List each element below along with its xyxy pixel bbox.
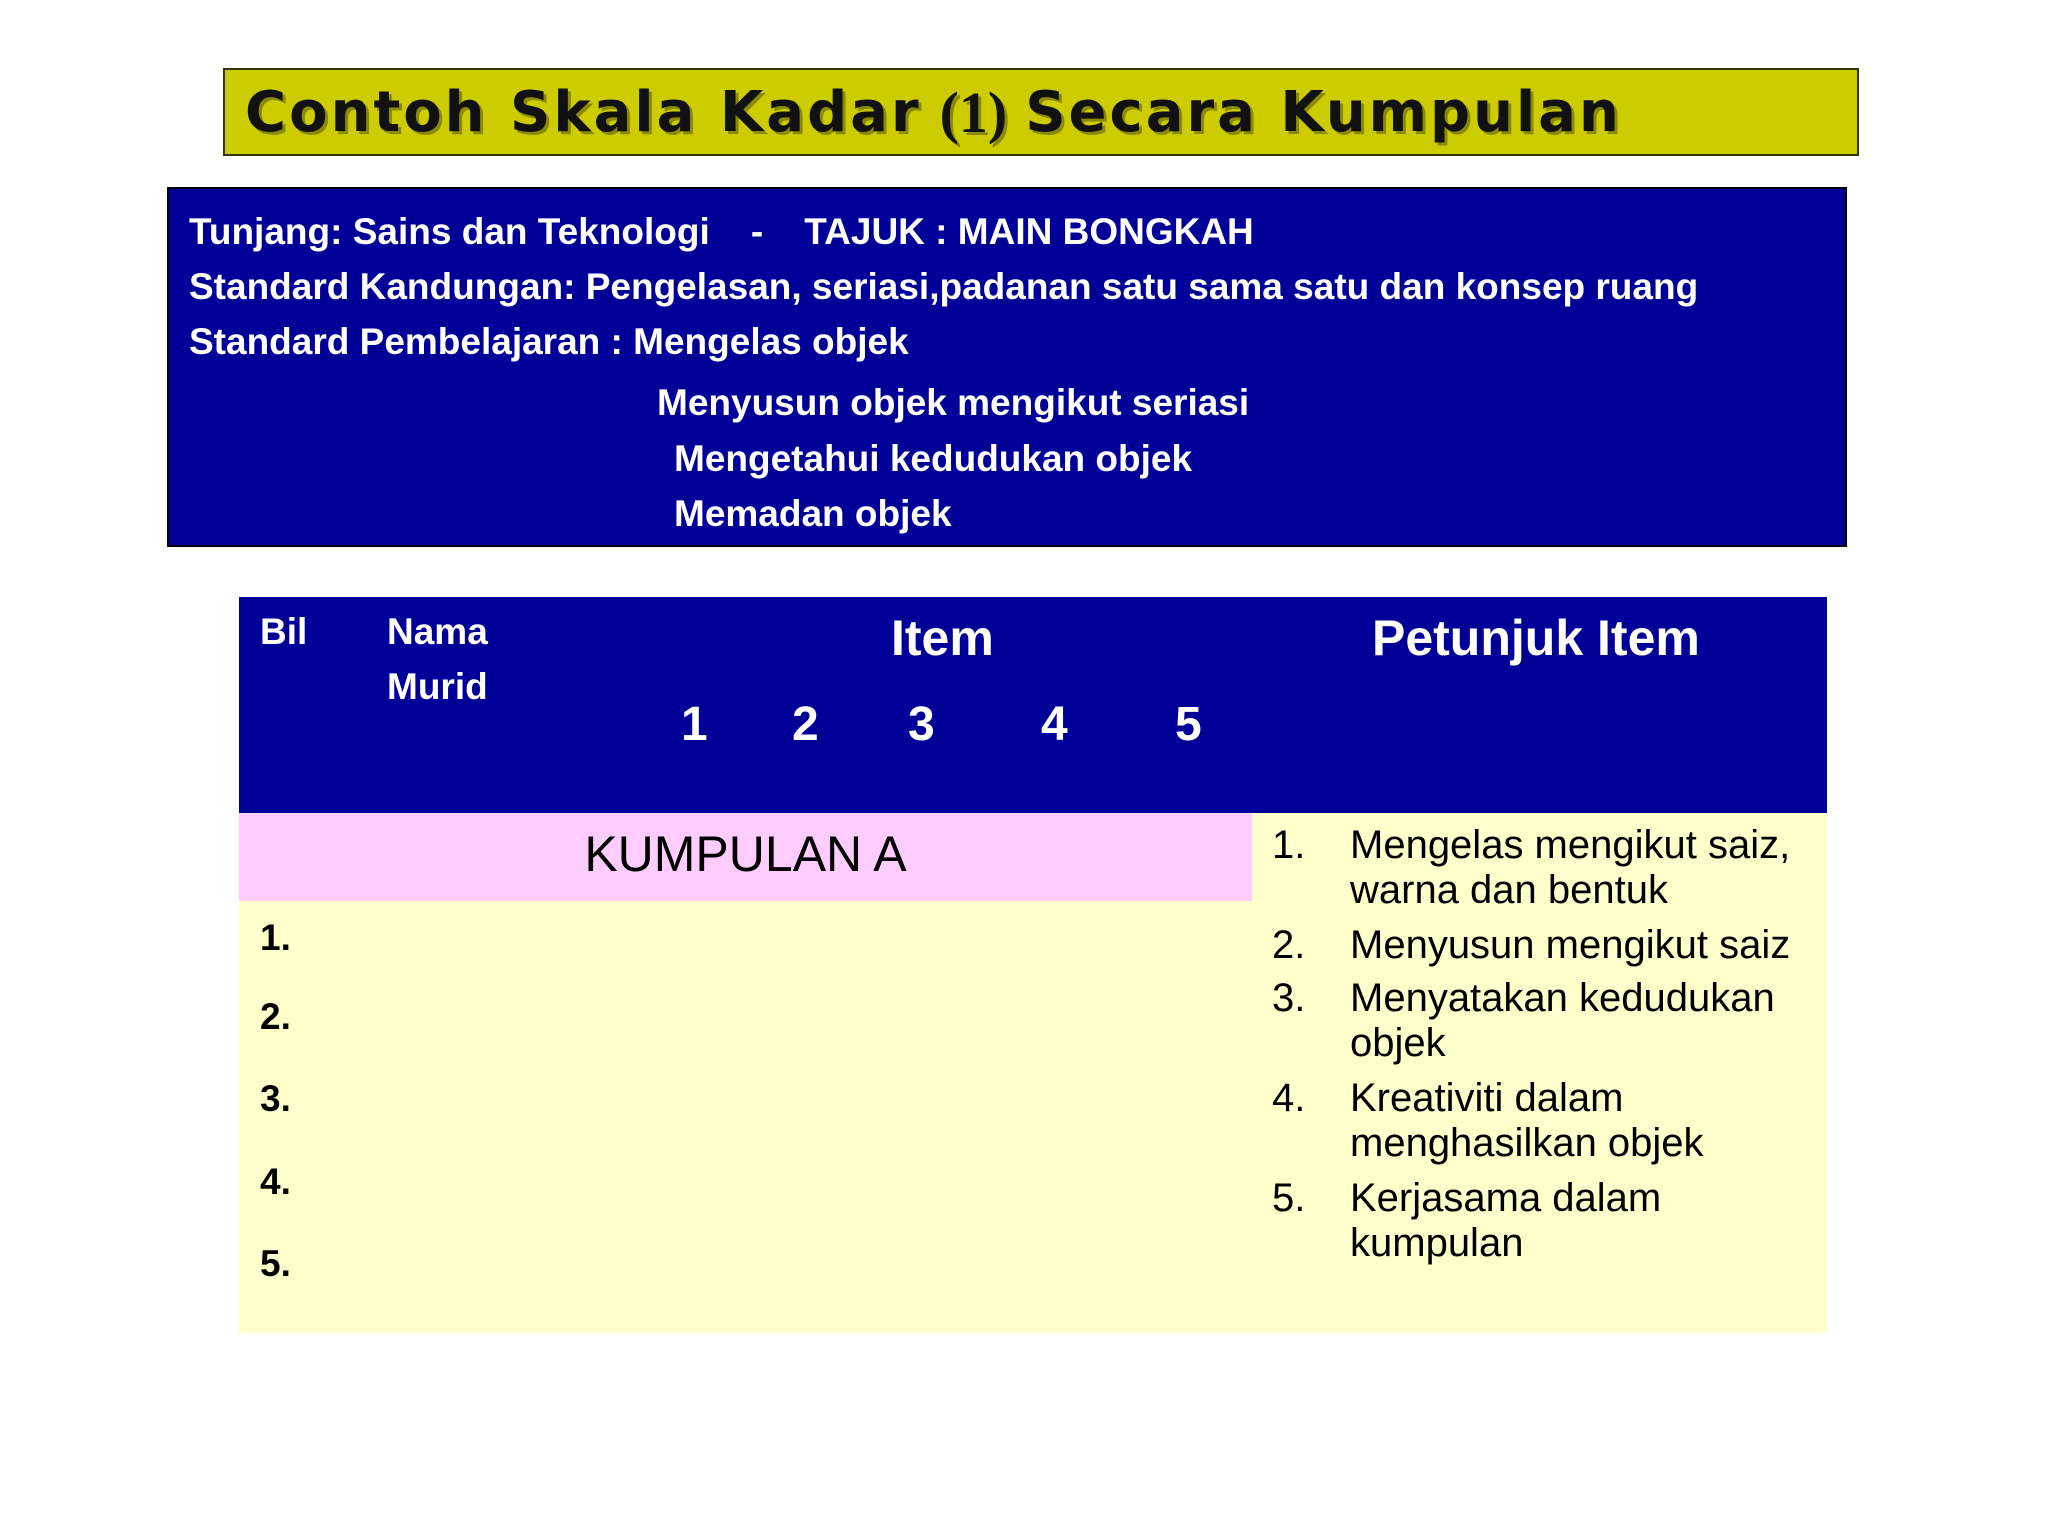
info-box [167,187,1847,547]
header-bil: Bil [260,611,308,652]
header-item: Item [891,610,994,666]
guide-item [1272,923,1820,968]
guide-item-number: 4. [1272,1076,1306,1120]
item-number: 4 [1041,698,1068,751]
page-title [223,68,1859,156]
tunjang-line: Tunjang: Sains dan Teknologi - TAJUK : MAIN BONGKAH [189,211,1254,252]
header-murid: Murid [387,666,488,707]
guide-item-number: 3. [1272,976,1306,1020]
guide-item-number: 1. [1272,823,1306,867]
student-rows [239,901,1252,1333]
item-number: 1 [681,698,708,751]
objective-item: Menyusun objek mengikut seriasi [657,382,1250,423]
title-part-1: Contoh Skala Kadar [245,79,922,145]
guide-item-text: Menyusun mengikut saiz [1350,923,1791,967]
guide-item-text: Kerjasama dalam kumpulan [1350,1176,1662,1265]
guide-item [1272,1176,1820,1266]
group-label: KUMPULAN A [584,826,907,882]
guide-item-text: Kreativiti dalam menghasilkan objek [1350,1076,1704,1165]
standard-pembelajaran-line: Standard Pembelajaran : Mengelas objek [189,321,909,362]
row-number: 1. [260,917,291,958]
row-number: 2. [260,996,291,1037]
guide-item-text: Mengelas mengikut saiz, warna dan bentuk [1350,823,1791,912]
item-number: 3 [908,698,935,751]
guide-item-number: 2. [1272,923,1306,967]
guide-item-number: 5. [1272,1176,1306,1220]
row-number: 3. [260,1078,291,1119]
row-number: 5. [260,1243,291,1284]
guide-item [1272,976,1820,1066]
guide-item [1272,823,1820,913]
group-band [239,813,1252,901]
standard-kandungan-line: Standard Kandungan: Pengelasan, seriasi,padanan satu sama satu dan konsep ruang [189,266,1699,307]
item-number: 2 [792,698,819,751]
item-number: 5 [1175,698,1202,751]
table-header [239,597,1827,813]
header-petunjuk-item: Petunjuk Item [1372,610,1700,666]
item-guide-list [1252,813,1827,1333]
header-nama: Nama [387,611,488,652]
guide-item-text: Menyatakan kedudukan objek [1350,976,1775,1065]
title-part-2: Secara Kumpulan [1025,79,1622,145]
title-number: (1) [939,79,1008,145]
objective-item: Mengetahui kedudukan objek [674,438,1193,479]
objective-item: Memadan objek [674,493,952,534]
guide-item [1272,1076,1820,1166]
row-number: 4. [260,1161,291,1202]
